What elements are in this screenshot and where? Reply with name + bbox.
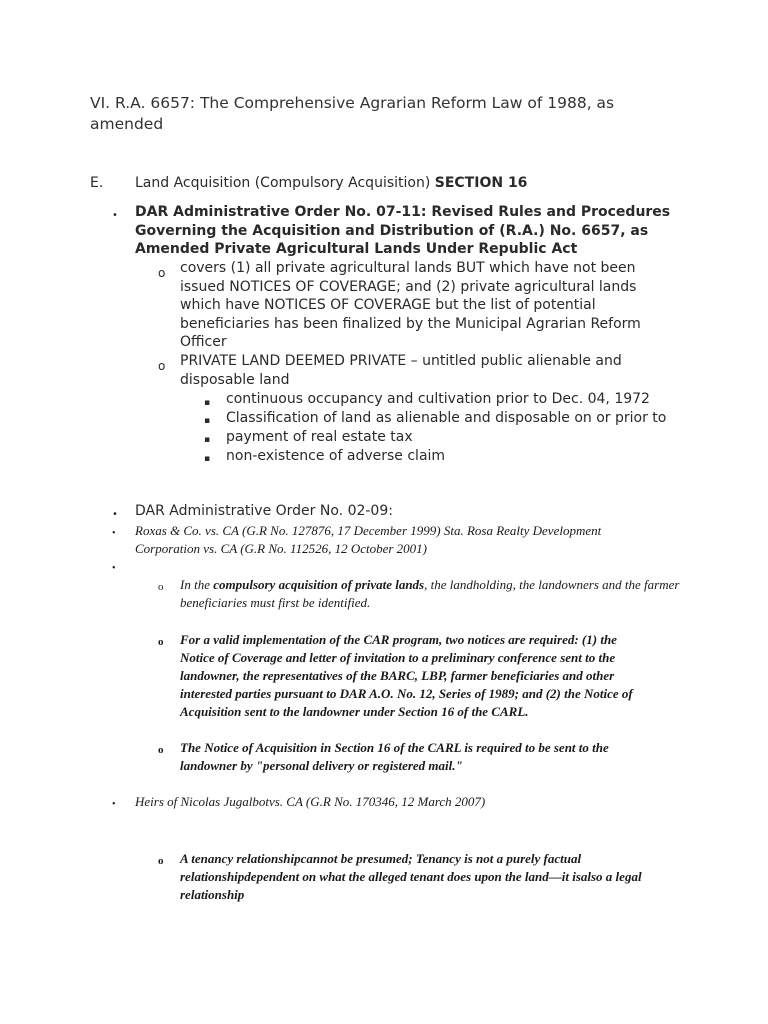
roxas-case-citation: Roxas & Co. vs. CA (G.R No. 127876, 17 December 1999) Sta. Rosa Realty Development Corporation vs. CA (G.R No. 112526, 12 October 2001) (135, 523, 602, 556)
bullet-marker-empty: • (112, 563, 116, 574)
sub-bullet-marker: o (158, 744, 164, 756)
note-post: , the landholding, the landowners and the farmer beneficiaries must first be identified. (180, 577, 680, 610)
square-marker: ▪ (204, 435, 211, 445)
sub-bullet-marker: o (158, 359, 166, 373)
section-letter: E. (90, 175, 104, 191)
sub-bullet-marker: o (158, 636, 164, 648)
section-heading (135, 174, 655, 193)
section-heading-bold: SECTION 16 (434, 175, 528, 191)
square-item: Classification of land as alienable and disposable on or prior to (226, 410, 667, 426)
tenancy-note: A tenancy relationshipcannot be presumed; Tenancy is not a purely factual relationshipdependent on what the alleged tenant does upon the land—it isalso a legal relationship (180, 851, 642, 902)
private-land-note: PRIVATE LAND DEEMED PRIVATE – untitled public alienable and disposable land (180, 353, 622, 388)
bullet-marker: • (112, 509, 118, 520)
sub-bullet-marker: o (158, 266, 166, 280)
sub-bullet-marker: o (158, 855, 164, 867)
section-heading-label: Land Acquisition (Compulsory Acquisition) (135, 175, 431, 191)
square-item: continuous occupancy and cultivation prior to Dec. 04, 1972 (226, 391, 650, 407)
two-notices-note: For a valid implementation of the CAR program, two notices are required: (1) the Notice of Coverage and letter of invitation to a preliminary conference sent to the landowner, the representatives of the BARC, LBP, farmer beneficiaries and other interested parties pursuant to DAR A.O. No. 12, Series of 1989; and (2) the Notice of Acquisition sent to the landowner under Section 16 of the CARL. (180, 632, 633, 719)
ao-07-11-title: DAR Administrative Order No. 07-11: Revised Rules and Procedures Governing the Acquisition and Distribution of (R.A.) No. 6657, as Amended Private Agricultural Lands Under Republic Act (135, 204, 671, 257)
sub-bullet-marker: o (158, 581, 164, 593)
coverage-note: covers (1) all private agricultural lands BUT which have not been issued NOTICES OF COVERAGE; and (2) private agricultural lands which have NOTICES OF COVERAGE but the list of potential beneficiaries has been finalized by the Municipal Agrarian Reform Officer (180, 260, 641, 350)
square-item: payment of real estate tax (226, 429, 413, 445)
square-item: non-existence of adverse claim (226, 448, 446, 464)
bullet-marker: • (112, 528, 116, 539)
square-marker: ▪ (204, 454, 211, 464)
note-bold: compulsory acquisition of private lands (213, 577, 425, 592)
bullet-marker: • (112, 210, 118, 221)
notice-acquisition-note: The Notice of Acquisition in Section 16 of the CARL is required to be sent to the landowner by "personal delivery or registered mail." (180, 740, 609, 773)
document-title: VI. R.A. 6657: The Comprehensive Agrarian Reform Law of 1988, as amended (90, 94, 615, 133)
note-pre: In the (180, 577, 214, 592)
heirs-case-citation: Heirs of Nicolas Jugalbotvs. CA (G.R No. 170346, 12 March 2007) (135, 794, 486, 809)
ao-02-09: DAR Administrative Order No. 02-09: (135, 503, 393, 519)
square-marker: ▪ (204, 398, 211, 408)
bullet-marker: • (112, 799, 116, 810)
compulsory-acquisition-note (180, 576, 680, 612)
square-marker: ▪ (204, 416, 211, 426)
